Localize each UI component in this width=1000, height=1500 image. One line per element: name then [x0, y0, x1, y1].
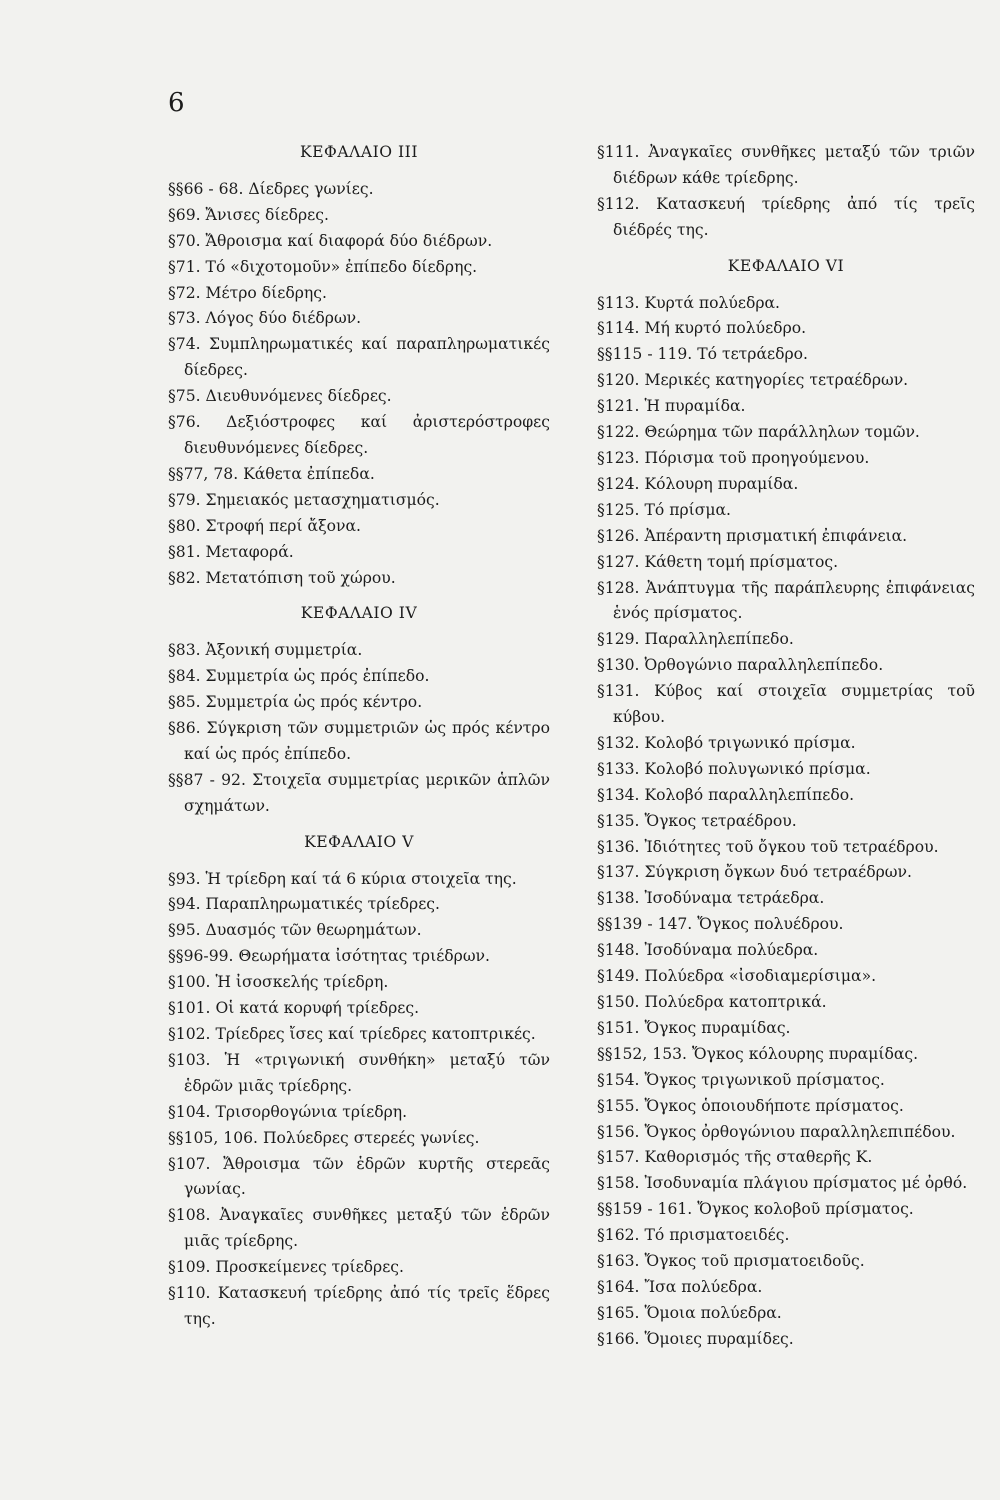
toc-entry: §§87 - 92. Στοιχεῖα συμμετρίας μερικῶν ἁπλῶν σχημάτων. [168, 770, 550, 815]
toc-entry: §123. Πόρισμα τοῦ προηγούμενου. [597, 448, 870, 467]
toc-entry: §74. Συμπληρωματικές καί παραπληρωματικές δίεδρες. [168, 335, 550, 380]
toc-entry: §107. Ἄθροισμα τῶν ἑδρῶν κυρτῆς στερεᾶς γωνίας. [168, 1154, 550, 1199]
toc-entry: §164. Ἴσα πολύεδρα. [597, 1277, 763, 1296]
toc-entry: §95. Δυασμός τῶν θεωρημάτων. [168, 921, 422, 940]
toc-entry: §79. Σημειακός μετασχηματισμός. [168, 490, 440, 509]
toc-entry: §125. Τό πρίσμα. [597, 500, 732, 519]
toc-entry: §165. Ὅμοια πολύεδρα. [597, 1303, 782, 1322]
toc-entry: §109. Προσκείμενες τρίεδρες. [168, 1258, 404, 1277]
left-column [168, 140, 550, 1333]
toc-entry: §129. Παραλληλεπίπεδο. [597, 630, 794, 649]
toc-entry: §§152, 153. Ὄγκος κόλουρης πυραμίδας. [597, 1044, 919, 1063]
toc-entry: §157. Καθορισμός τῆς σταθερῆς Κ. [597, 1148, 873, 1167]
chapter-heading: ΚΕΦΑΛΑΙΟ V [304, 832, 414, 851]
toc-entry: §104. Τρισορθογώνια τρίεδρη. [168, 1102, 408, 1121]
toc-entry: §130. Ὀρθογώνιο παραλληλεπίπεδο. [597, 656, 884, 675]
toc-entry: §72. Μέτρο δίεδρης. [168, 283, 327, 302]
toc-entry: §133. Κολοβό πολυγωνικό πρίσμα. [597, 759, 871, 778]
toc-entry: §102. Τρίεδρες ἴσες καί τρίεδρες κατοπτρικές. [168, 1025, 536, 1043]
toc-entry: §155. Ὄγκος ὁποιουδήποτε πρίσματος. [597, 1096, 904, 1115]
toc-entry: §81. Μεταφορά. [168, 542, 294, 561]
toc-entry: §84. Συμμετρία ὡς πρός ἐπίπεδο. [168, 667, 430, 686]
toc-entry: §134. Κολοβό παραλληλεπίπεδο. [597, 785, 855, 804]
toc-entry: §127. Κάθετη τομή πρίσματος. [597, 552, 839, 571]
toc-entry: §132. Κολοβό τριγωνικό πρίσμα. [597, 733, 856, 752]
toc-entry: §§96-99. Θεωρήματα ἰσότητας τριέδρων. [168, 947, 490, 966]
toc-entry: §120. Μερικές κατηγορίες τετραέδρων. [597, 371, 909, 390]
toc-entry: §73. Λόγος δύο διέδρων. [168, 309, 362, 328]
toc-entry: §151. Ὄγκος πυραμίδας. [597, 1018, 791, 1037]
toc-entry: §128. Ἀνάπτυγμα τῆς παράπλευρης ἐπιφάνειας ἑνός πρίσματος. [597, 578, 975, 623]
toc-entry: §§77, 78. Κάθετα ἐπίπεδα. [168, 464, 375, 483]
toc-entry: §71. Τό «διχοτομοῦν» ἐπίπεδο δίεδρης. [168, 257, 478, 276]
toc-entry: §163. Ὄγκος τοῦ πρισματοειδοῦς. [597, 1252, 865, 1271]
chapter-heading: ΚΕΦΑΛΑΙΟ IV [300, 604, 418, 623]
toc-entry: §162. Τό πρισματοειδές. [597, 1226, 790, 1245]
toc-entry: §§159 - 161. Ὄγκος κολοβοῦ πρίσματος. [597, 1200, 914, 1219]
toc-entry: §86. Σύγκριση τῶν συμμετριῶν ὡς πρός κέντρο καί ὡς πρός ἐπίπεδο. [168, 719, 550, 763]
toc-entry: §§139 - 147. Ὄγκος πολυέδρου. [597, 915, 844, 934]
toc-entry: §108. Ἀναγκαῖες συνθῆκες μεταξύ τῶν ἑδρῶν μιᾶς τρίεδρης. [168, 1206, 550, 1251]
toc-entry: §113. Κυρτά πολύεδρα. [597, 293, 781, 312]
toc-entry: §148. Ἰσοδύναμα πολύεδρα. [597, 941, 819, 960]
toc-entry: §69. Ἄνισες δίεδρες. [168, 205, 329, 224]
toc-entry: §158. Ἰσοδυναμία πλάγιου πρίσματος μέ ὀρθό. [597, 1174, 968, 1193]
toc-entry: §100. Ἡ ἰσοσκελής τρίεδρη. [168, 973, 389, 992]
toc-entry: §111. Ἀναγκαῖες συνθῆκες μεταξύ τῶν τριῶν διέδρων κάθε τρίεδρης. [597, 143, 975, 187]
toc-entry: §101. Οἱ κατά κορυφή τρίεδρες. [168, 999, 420, 1018]
toc-entry: §156. Ὄγκος ὀρθογώνιου παραλληλεπιπέδου. [597, 1122, 956, 1141]
toc-entry: §76. Δεξιόστροφες καί ἀριστερόστροφες διευθυνόμενες δίεδρες. [168, 413, 550, 457]
toc-entry: §93. Ἡ τρίεδρη καί τά 6 κύρια στοιχεῖα της. [168, 869, 517, 888]
toc-entry: §121. Ἡ πυραμίδα. [597, 397, 746, 416]
toc-entry: §126. Ἀπέραντη πρισματική ἐπιφάνεια. [597, 526, 908, 545]
toc-entry: §82. Μετατόπιση τοῦ χώρου. [168, 568, 396, 587]
toc-entry: §70. Ἄθροισμα καί διαφορά δύο διέδρων. [168, 231, 493, 250]
toc-entry: §149. Πολύεδρα «ἰσοδιαμερίσιμα». [597, 967, 877, 986]
toc-entry: §80. Στροφή περί ἄξονα. [168, 516, 362, 535]
toc-entry: §83. Ἀξονική συμμετρία. [168, 641, 363, 660]
right-column [597, 140, 975, 1353]
chapter-heading: ΚΕΦΑΛΑΙΟ VI [727, 256, 845, 275]
toc-entry: §75. Διευθυνόμενες δίεδρες. [168, 387, 392, 406]
toc-entry: §150. Πολύεδρα κατοπτρικά. [597, 993, 827, 1011]
toc-entry: §136. Ἰδιότητες τοῦ ὄγκου τοῦ τετραέδρου. [597, 837, 939, 856]
toc-entry: §154. Ὄγκος τριγωνικοῦ πρίσματος. [597, 1070, 885, 1089]
page-number: 6 [168, 88, 185, 118]
toc-entry: §103. Ἡ «τριγωνική συνθήκη» μεταξύ τῶν ἑδρῶν μιᾶς τρίεδρης. [168, 1050, 550, 1095]
toc-entry: §§105, 106. Πολύεδρες στερεές γωνίες. [168, 1128, 480, 1147]
toc-entry: §112. Κατασκευή τρίεδρης ἀπό τίς τρεῖς διέδρές της. [597, 194, 975, 239]
chapter-heading: ΚΕΦΑΛΑΙΟ III [300, 143, 418, 161]
toc-entry: §85. Συμμετρία ὡς πρός κέντρο. [168, 693, 423, 712]
toc-entry: §§115 - 119. Τό τετράεδρο. [597, 345, 808, 364]
toc-entry: §137. Σύγκριση ὄγκων δυό τετραέδρων. [597, 863, 912, 882]
toc-entry: §110. Κατασκευή τρίεδρης ἀπό τίς τρεῖς ἕδρες της. [168, 1284, 550, 1328]
toc-entry: §135. Ὄγκος τετραέδρου. [597, 811, 797, 830]
toc-entry: §122. Θεώρημα τῶν παράλληλων τομῶν. [597, 423, 920, 442]
toc-entry: §§66 - 68. Δίεδρες γωνίες. [168, 179, 374, 198]
toc-entry: §166. Ὅμοιες πυραμίδες. [597, 1329, 794, 1348]
toc-entry: §138. Ἰσοδύναμα τετράεδρα. [597, 889, 825, 908]
toc-entry: §94. Παραπληρωματικές τρίεδρες. [168, 895, 440, 914]
toc-entry: §124. Κόλουρη πυραμίδα. [597, 474, 799, 493]
toc-entry: §131. Κύβος καί στοιχεῖα συμμετρίας τοῦ κύβου. [597, 682, 975, 727]
toc-entry: §114. Μή κυρτό πολύεδρο. [597, 319, 807, 338]
